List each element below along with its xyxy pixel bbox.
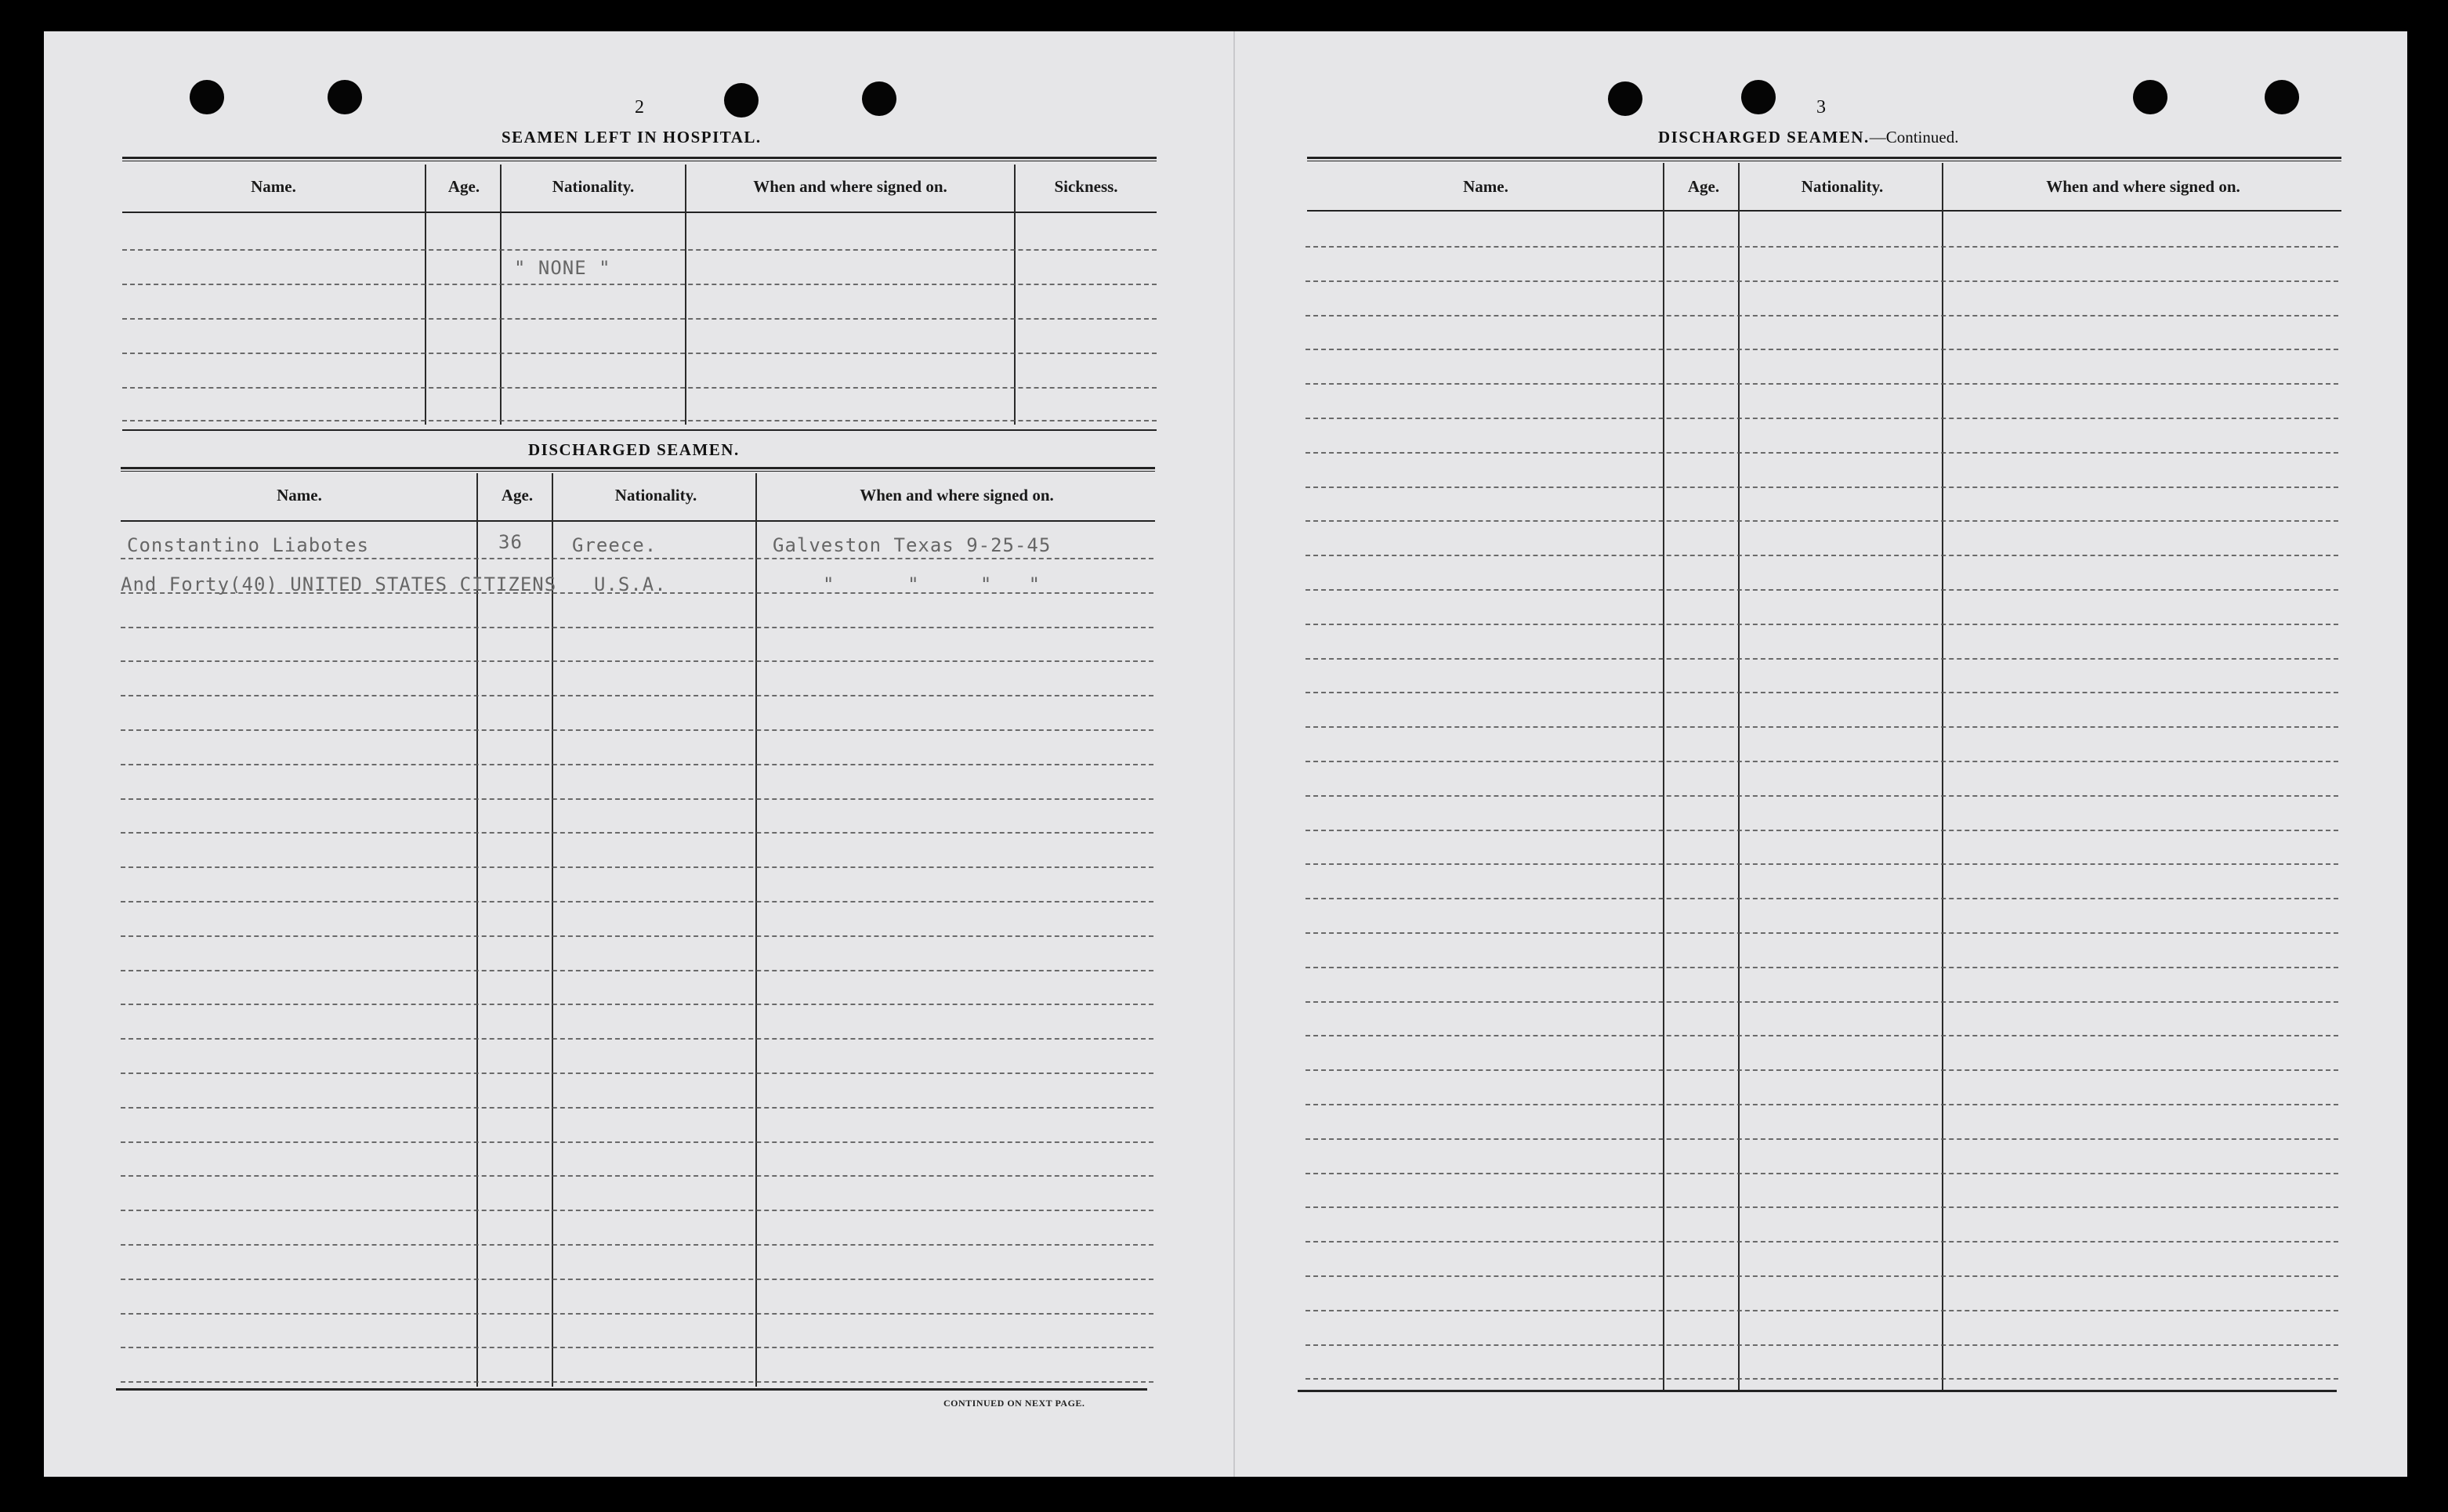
discharged-divider [476,473,478,1387]
discharged-row-2-nationality: U.S.A. [594,573,667,595]
continued-title-main: DISCHARGED SEAMEN. [1658,128,1870,146]
entry-line [1305,932,2338,934]
discharged-row-2-name: And Forty(40) UNITED STATES CITIZENS [121,573,557,595]
hospital-divider [425,165,426,425]
page-number-right: 3 [1816,97,1826,118]
hospital-divider [685,165,686,425]
entry-line [1305,280,2338,282]
entry-line [1305,658,2338,660]
entry-line [1305,1069,2338,1071]
hospital-col-signed-on: When and where signed on. [753,177,947,196]
continued-col-nationality: Nationality. [1801,177,1884,196]
discharged-col-name: Name. [277,486,322,505]
ledger-spread [44,31,2407,1477]
entry-line [121,970,1153,971]
entry-line [1305,1104,2338,1105]
hospital-entry-line [122,249,1157,251]
discharged-row-2-signed-on: " " " " [823,573,1041,595]
entry-line [121,1313,1153,1315]
entry-line [1305,1275,2338,1277]
discharged-col-age: Age. [501,486,534,505]
continued-col-name: Name. [1463,177,1508,196]
entry-line [121,1244,1153,1246]
entry-line [1305,418,2338,419]
discharged-divider [755,473,757,1387]
hospital-col-age: Age. [447,177,480,196]
entry-line [1305,589,2338,591]
entry-line [1305,1206,2338,1208]
entry-line [1305,761,2338,762]
entry-line [1305,1173,2338,1174]
entry-line [121,660,1153,662]
hospital-col-name: Name. [251,177,296,196]
discharged-col-nationality: Nationality. [614,486,697,505]
hospital-entry-line [122,420,1157,421]
entry-line [121,1175,1153,1177]
entry-line [1305,1241,2338,1243]
entry-line [121,935,1153,937]
entry-line [1305,1344,2338,1346]
hospital-entry-line [122,318,1157,320]
entry-line [121,1004,1153,1005]
entry-line [1305,1138,2338,1140]
entry-line [121,1107,1153,1109]
entry-line [121,1381,1153,1383]
punch-hole [724,83,759,118]
punch-hole [2265,80,2299,114]
discharged-row-1-signed-on: Galveston Texas 9-25-45 [773,534,1052,556]
entry-line [1305,246,2338,248]
entry-line [1305,315,2338,317]
hospital-none-entry: " NONE " [514,257,611,279]
continued-top-rule [1307,157,2341,161]
hospital-entry-line [122,353,1157,354]
continued-title-suffix: —Continued. [1869,128,1959,146]
punch-hole [328,80,362,114]
continued-bottom-rule [1298,1390,2337,1392]
entry-line [1305,898,2338,899]
entry-line [1305,830,2338,831]
entry-line [121,866,1153,868]
page-fold [1233,31,1235,1477]
hospital-divider [500,165,502,425]
entry-line [1305,1310,2338,1311]
entry-line [1305,726,2338,728]
hospital-divider [1014,165,1016,425]
entry-line [121,1073,1153,1074]
entry-line [121,832,1153,834]
entry-line [1305,383,2338,385]
discharged-col-signed-on: When and where signed on. [860,486,1054,505]
hospital-section-title: SEAMEN LEFT IN HOSPITAL. [502,128,762,146]
entry-line [1305,624,2338,625]
discharged-section-title: DISCHARGED SEAMEN. [528,440,740,459]
hospital-entry-line [122,387,1157,389]
entry-line [1305,452,2338,454]
entry-line [121,695,1153,696]
hospital-header-rule [122,212,1157,213]
entry-line [121,1038,1153,1040]
hospital-top-rule [122,157,1157,161]
continued-col-signed-on: When and where signed on. [2046,177,2240,196]
punch-hole [1608,81,1642,116]
hospital-col-nationality: Nationality. [552,177,635,196]
punch-hole [190,80,224,114]
entry-line [1305,1035,2338,1036]
entry-line [1305,795,2338,797]
punch-hole [1741,80,1776,114]
discharged-row-1-age: 36 [498,531,523,553]
hospital-col-sickness: Sickness. [1054,177,1118,196]
continued-col-age: Age. [1687,177,1720,196]
entry-line [1305,863,2338,865]
page-number-left: 2 [635,97,644,118]
discharged-top-rule [121,467,1155,472]
punch-hole [862,81,896,116]
entry-line [121,1210,1153,1211]
entry-line [121,1279,1153,1280]
entry-line [121,627,1153,628]
entry-line [1305,555,2338,556]
entry-line [1305,1001,2338,1003]
continued-header-rule [1307,210,2341,212]
hospital-entry-line [122,284,1157,285]
entry-line [121,764,1153,765]
hospital-bottom-rule [122,429,1157,431]
entry-line [121,558,1153,559]
entry-line [1305,967,2338,968]
entry-line [1305,520,2338,522]
discharged-bottom-rule [116,1388,1147,1391]
discharged-row-1-nationality: Greece. [572,534,657,556]
continued-section-title [1658,128,1958,147]
discharged-row-1-name: Constantino Liabotes [127,534,369,556]
entry-line [121,798,1153,800]
discharged-header-rule [121,520,1155,522]
punch-hole [2133,80,2167,114]
entry-line [121,729,1153,731]
discharged-divider [552,473,553,1387]
entry-line [1305,487,2338,488]
entry-line [1305,349,2338,350]
entry-line [121,901,1153,902]
entry-line [1305,1378,2338,1380]
entry-line [121,1141,1153,1143]
entry-line [1305,692,2338,693]
entry-line [121,1347,1153,1348]
continued-note: CONTINUED ON NEXT PAGE. [943,1398,1085,1409]
